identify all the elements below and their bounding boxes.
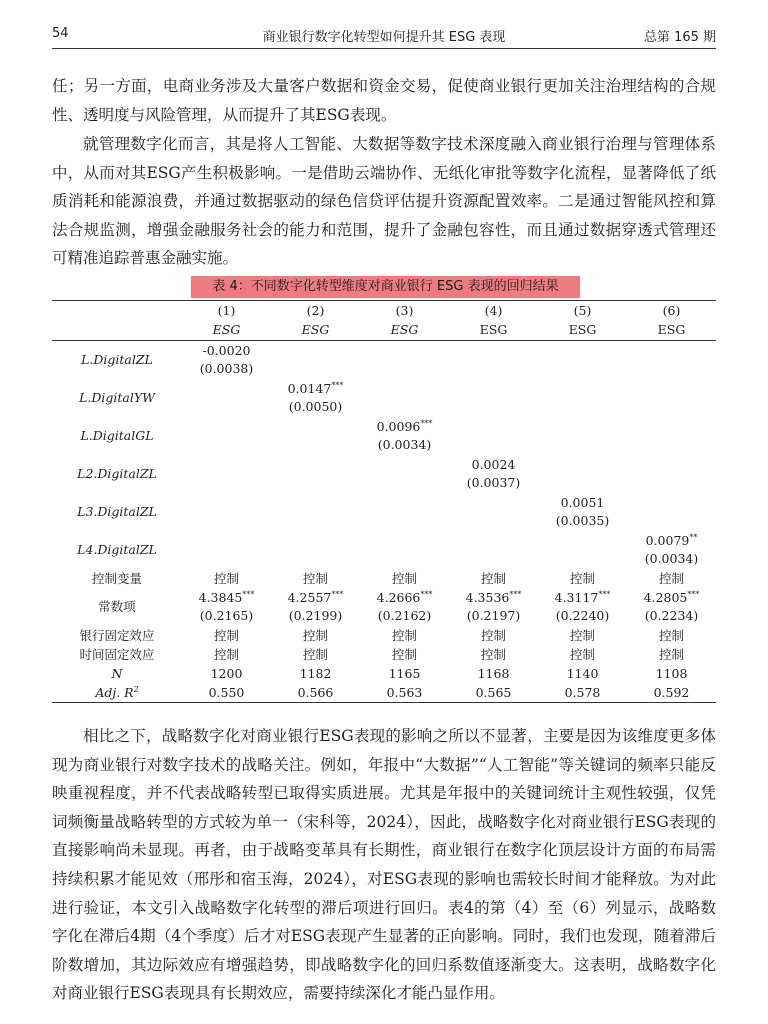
coef-cell	[182, 588, 271, 626]
table-cell: 0.566	[271, 683, 360, 703]
regression-table	[52, 300, 716, 703]
row-label: 常数项	[98, 599, 136, 614]
significance-stars: ***	[598, 589, 611, 599]
table-cell: 1140	[566, 665, 599, 681]
coef-cell	[182, 341, 271, 380]
table-cell: 0.565	[449, 683, 538, 703]
table-cell: 控制	[391, 627, 417, 643]
row-label: L3.DigitalZL	[77, 504, 157, 519]
table-cell: 0.578	[538, 683, 627, 703]
col-number-2: (2)	[271, 301, 360, 321]
table-cell: 1168	[477, 665, 510, 681]
significance-stars: ***	[509, 589, 522, 599]
table-row	[52, 379, 716, 417]
paragraph-2: 就管理数字化而言，其是将人工智能、大数据等数字技术深度融入商业银行治理与管理体系中，从而对其ESG产生积极影响。一是借助云端协作、无纸化审批等数字化流程，显著降低了纸质消耗和能源浪费，并通过数据驱动的绿色信贷评估提升资源配置效率。二是通过智能风控和算法合规监测，增强金融服务社会的能力和范围，提升了金融包容性，而且通过数据穿透式管理还可精准追踪普惠金融实施。	[52, 135, 716, 268]
coef-cell	[627, 588, 716, 626]
adj-r2-label: Adj. R	[95, 684, 134, 700]
std-error: (0.0037)	[466, 475, 521, 490]
coef-cell	[538, 588, 627, 626]
col-depvar-2: ESG	[271, 320, 360, 341]
row-label: L.DigitalGL	[80, 428, 154, 443]
coef-cell	[360, 588, 449, 626]
paragraph-1: 任；另一方面，电商业务涉及大量客户数据和资金交易，促使商业银行更加关注治理结构的合规性、透明度与风险管理，从而提升了其ESG表现。	[52, 77, 716, 124]
col-number-3: (3)	[360, 301, 449, 321]
table-row-n	[52, 664, 716, 683]
table-row	[52, 493, 716, 531]
table-cell: 控制	[569, 570, 595, 586]
table-cell: 控制	[569, 627, 595, 643]
coef-value: 0.0051	[560, 495, 605, 510]
table-cell: 控制	[658, 646, 684, 662]
col-depvar-5: ESG	[538, 320, 627, 341]
table-row	[52, 341, 716, 380]
table-cell: 控制	[480, 646, 506, 662]
coef-value: 0.0079	[645, 533, 690, 548]
coef-cell	[627, 531, 716, 569]
table-row-bank-fe	[52, 626, 716, 645]
table-cell: 1165	[388, 665, 421, 681]
table-row	[52, 455, 716, 493]
coef-cell	[271, 588, 360, 626]
page-number: 54	[52, 26, 69, 41]
significance-stars: **	[689, 532, 698, 542]
coef-value: 4.2557	[287, 590, 332, 605]
coef-value: 0.0024	[471, 457, 516, 472]
table-cell: 1108	[655, 665, 688, 681]
header-corner	[52, 301, 182, 321]
table-cell: 1182	[299, 665, 332, 681]
std-error: (0.2162)	[377, 608, 432, 623]
table-cell: 控制	[302, 570, 328, 586]
table-row-controls	[52, 569, 716, 588]
row-label: 银行固定效应	[79, 627, 155, 643]
table-header-row-depvar	[52, 320, 716, 341]
table-row-constant	[52, 588, 716, 626]
row-label: 时间固定效应	[79, 646, 155, 662]
coef-value: 4.3536	[465, 590, 510, 605]
table-cell: 控制	[391, 646, 417, 662]
table-cell: 控制	[391, 570, 417, 586]
std-error: (0.2197)	[466, 608, 521, 623]
row-label: L2.DigitalZL	[77, 466, 157, 481]
table-cell: 控制	[213, 627, 239, 643]
row-label: L.DigitalZL	[81, 352, 153, 367]
table-caption: 表 4：不同数字化转型维度对商业银行 ESG 表现的回归结果	[191, 276, 580, 298]
std-error: (0.0034)	[377, 437, 432, 452]
col-number-5: (5)	[538, 301, 627, 321]
table-header-row-numbers	[52, 301, 716, 321]
coef-cell	[271, 379, 360, 417]
coef-cell	[449, 455, 538, 493]
coef-value: 4.2805	[643, 590, 688, 605]
table-cell: 控制	[569, 646, 595, 662]
running-header	[52, 20, 716, 49]
significance-stars: ***	[242, 589, 255, 599]
table-cell: 控制	[302, 646, 328, 662]
std-error: (0.2234)	[644, 608, 699, 623]
col-depvar-3: ESG	[360, 320, 449, 341]
adj-r2-superscript: 2	[133, 684, 139, 694]
col-depvar-1: ESG	[182, 320, 271, 341]
running-title: 商业银行数字化转型如何提升其 ESG 表现	[262, 30, 506, 45]
row-label	[52, 683, 182, 703]
std-error: (0.2240)	[555, 608, 610, 623]
row-label: 控制变量	[91, 570, 142, 586]
significance-stars: ***	[331, 380, 344, 390]
row-label: L4.DigitalZL	[77, 542, 157, 557]
std-error: (0.2199)	[288, 608, 343, 623]
significance-stars: ***	[331, 589, 344, 599]
table-row-adj-r2	[52, 683, 716, 703]
coef-value: 0.0096	[376, 419, 421, 434]
coef-value: 4.2666	[376, 590, 421, 605]
table-cell: 控制	[658, 627, 684, 643]
std-error: (0.0035)	[555, 513, 610, 528]
coef-value: 4.3117	[554, 590, 599, 605]
std-error: (0.2165)	[199, 608, 254, 623]
issue-number: 总第 165 期	[643, 30, 716, 45]
row-label: N	[111, 665, 123, 681]
coef-value: -0.0020	[202, 343, 251, 358]
table-row	[52, 417, 716, 455]
table-cell: 控制	[213, 570, 239, 586]
std-error: (0.0038)	[199, 361, 254, 376]
significance-stars: ***	[420, 589, 433, 599]
table-cell: 0.550	[182, 683, 271, 703]
table-row-time-fe	[52, 645, 716, 664]
table-cell: 控制	[480, 627, 506, 643]
col-number-1: (1)	[182, 301, 271, 321]
table-cell: 控制	[213, 646, 239, 662]
col-number-4: (4)	[449, 301, 538, 321]
std-error: (0.0034)	[644, 551, 699, 566]
coef-cell	[449, 588, 538, 626]
table-cell: 控制	[302, 627, 328, 643]
table-cell: 1200	[210, 665, 243, 681]
paragraph-3: 相比之下，战略数字化对商业银行ESG表现的影响之所以不显著，主要是因为该维度更多体现为商业银行对数字技术的战略关注。例如，年报中“大数据”“人工智能”等关键词的频率只能反映重视程度，并不代表战略转型已取得实质进展。尤其是年报中的关键词统计主观性较强，仅凭词频衡量战略转型的方式较为单一（宋科等，2024），因此，战略数字化对商业银行ESG表现的直接影响尚未显现。再者，由于战略变革具有长期性，商业银行在数字化顶层设计方面的布局需持续积累才能见效（邢彤和宿玉海，2024），对ESG表现的影响也需较长时间才能释放。为对此进行验证，本文引入战略数字化转型的滞后项进行回归。表4的第（4）至（6）列显示，战略数字化在滞后4期（4个季度）后才对ESG表现产生显著的正向影响。同时，我们也发现，随着滞后阶数增加，其边际效应有增强趋势，即战略数字化的回归系数值逐渐变大。这表明，战略数字化对商业银行ESG表现具有长期效应，需要持续深化才能凸显作用。	[52, 727, 716, 1003]
std-error: (0.0050)	[288, 399, 343, 414]
col-depvar-4: ESG	[449, 320, 538, 341]
coef-value: 4.3845	[198, 590, 243, 605]
table-cell: 0.592	[627, 683, 716, 703]
coef-value: 0.0147	[287, 381, 332, 396]
table-cell: 控制	[658, 570, 684, 586]
significance-stars: ***	[420, 418, 433, 428]
header-corner-2	[52, 320, 182, 341]
col-number-6: (6)	[627, 301, 716, 321]
col-depvar-6: ESG	[627, 320, 716, 341]
table-cell: 0.563	[360, 683, 449, 703]
table-cell: 控制	[480, 570, 506, 586]
coef-cell	[538, 493, 627, 531]
coef-cell	[360, 417, 449, 455]
row-label: L.DigitalYW	[79, 390, 155, 405]
table-row	[52, 531, 716, 569]
significance-stars: ***	[687, 589, 700, 599]
